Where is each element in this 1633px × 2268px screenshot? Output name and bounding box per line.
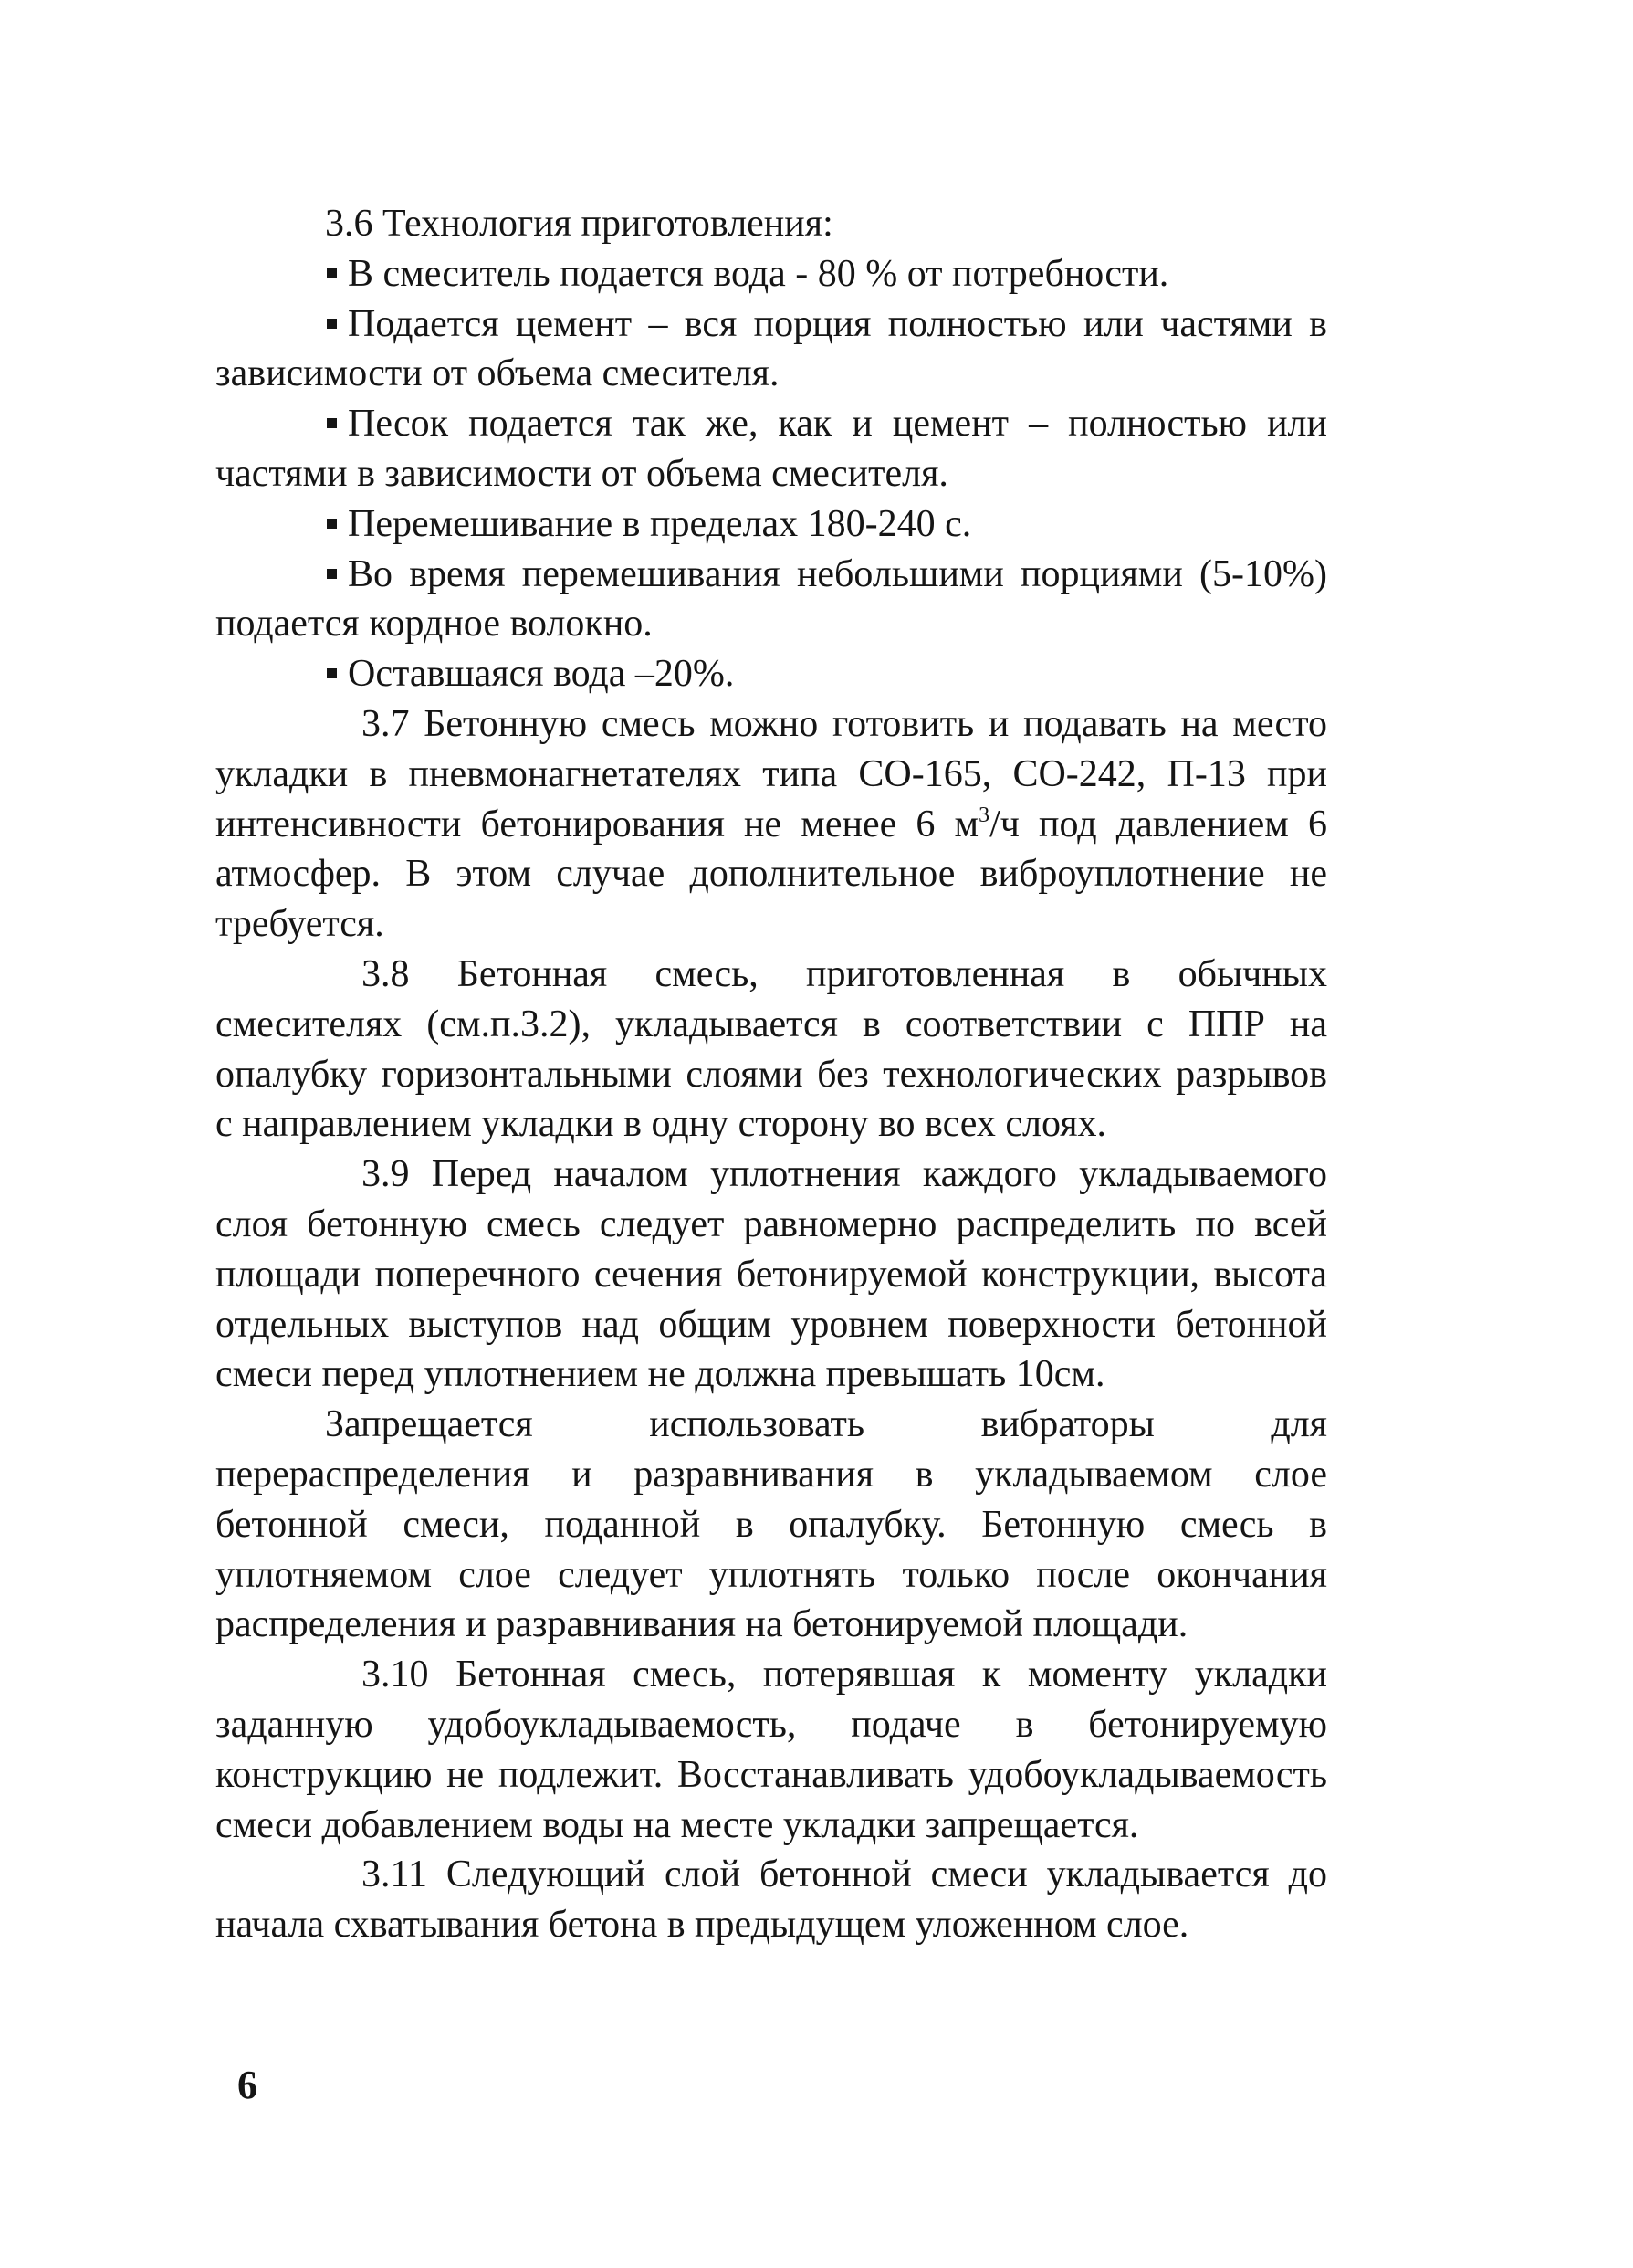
- square-bullet-icon: [327, 668, 337, 678]
- square-bullet-icon: [327, 519, 337, 529]
- bullet-text: Оставшаяся вода –20%.: [348, 653, 735, 696]
- bullet-item-mixing: [215, 499, 1327, 550]
- paragraph-3-7: [215, 699, 1327, 950]
- section-heading-3-6: 3.6 Технология приготовления:: [325, 203, 833, 245]
- paragraph-3-8: 3.8 Бетонная смесь, приготовленная в обычных смесителях (см.п.3.2), укладывается в соответствии с ППР на опалубку горизонтальными слоями без технологических разрывов с направлением укладки в одну сторону во всех слоях.: [215, 952, 1327, 1146]
- superscript-3: 3: [979, 803, 990, 827]
- paragraph-3-10: 3.10 Бетонная смесь, потерявшая к моменту укладки заданную удобоукладываемость, подаче в бетонируемую конструкцию не подлежит. Восстанавливать удобоукладываемость смеси добавлением воды на месте укладки запрещается.: [215, 1654, 1327, 1846]
- page-number: 6: [237, 2063, 257, 2107]
- paragraph-3-7-text-a: 3.7 Бетонную смесь можно готовить и подавать на место укладки в пневмонагнетателях типа СО-165, СО-242, П-13 при интенсивности бетонирования не менее 6 м: [215, 702, 1327, 845]
- bullet-item-water: [215, 249, 1327, 299]
- bullet-item-sand: [215, 399, 1327, 499]
- bullet-item-remaining-water: [215, 649, 1327, 699]
- square-bullet-icon: [327, 319, 337, 329]
- bullet-text: Во время перемешивания небольшими порциями (5-10%) подается кордное волокно.: [215, 552, 1327, 646]
- square-bullet-icon: [327, 418, 337, 428]
- bullet-item-fiber: [215, 550, 1327, 650]
- square-bullet-icon: [327, 268, 337, 278]
- paragraph-3-9: 3.9 Перед началом уплотнения каждого укладываемого слоя бетонную смесь следует равномерно распределить по всей площади поперечного сечения бетонируемой конструкции, высота отдельных выступов над общим уровнем поверхности бетонной смеси перед уплотнением не должна превышать 10см.: [215, 1153, 1327, 1396]
- paragraph-3-11: 3.11 Следующий слой бетонной смеси укладывается до начала схватывания бетона в предыдущем уложенном слое.: [215, 1853, 1327, 1947]
- bullet-item-cement: [215, 299, 1327, 400]
- bullet-text: Песок подается так же, как и цемент – полностью или частями в зависимости от объема смесителя.: [215, 403, 1327, 495]
- bullet-text: Подается цемент – вся порция полностью или частями в зависимости от объема смесителя.: [215, 302, 1327, 395]
- bullet-text: Перемешивание в пределах 180-240 с.: [348, 502, 972, 545]
- paragraph-forbid-vibrators: Запрещается использовать вибраторы для перераспределения и разравнивания в укладываемом слое бетонной смеси, поданной в опалубку. Бетонную смесь в уплотняемом слое следует уплотнять только после окончания распределения и разравнивания на бетонируемой площади.: [215, 1403, 1327, 1646]
- square-bullet-icon: [327, 569, 337, 579]
- bullet-text: В смеситель подается вода - 80 % от потребности.: [348, 252, 1169, 295]
- document-body: [215, 199, 1327, 1950]
- paragraph-3-7-text-b: /ч под давлением 6 атмосфер. В этом случае дополнительное виброуплотнение не требуется.: [215, 803, 1327, 946]
